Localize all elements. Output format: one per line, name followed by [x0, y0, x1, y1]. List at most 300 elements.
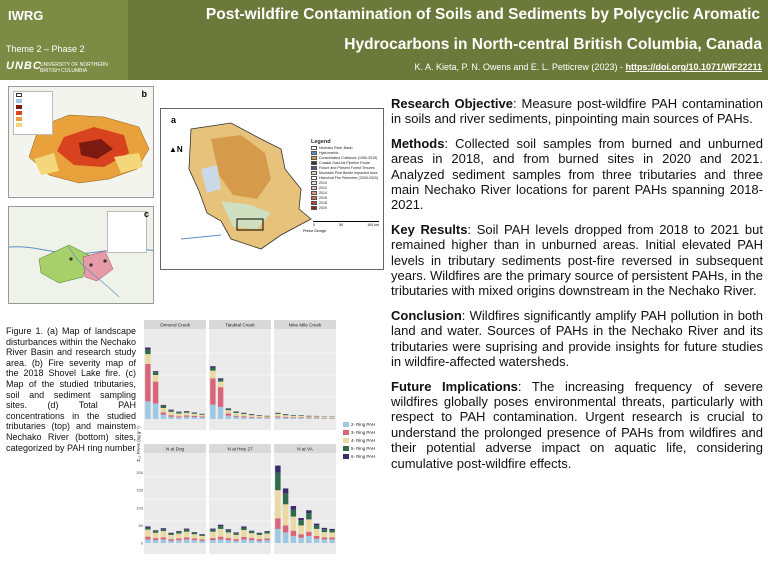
- theme-label: Theme 2 – Phase 2: [6, 44, 85, 54]
- bar-segment: [306, 418, 311, 419]
- bar-segment: [153, 531, 158, 533]
- bar-segment: [192, 416, 197, 417]
- bar-segment: [322, 537, 327, 539]
- bar-segment: [233, 533, 238, 535]
- facet-title: Nine Mile Creek: [289, 323, 322, 328]
- bar-segment: [168, 410, 173, 412]
- bar-segment: [275, 466, 280, 473]
- bar-segment: [184, 530, 189, 532]
- bar-segment: [210, 378, 215, 404]
- bar-segment: [241, 537, 246, 539]
- bar-segment: [241, 416, 246, 417]
- bar-segment: [218, 525, 223, 526]
- bar-segment: [153, 538, 158, 540]
- bar-segment: [192, 540, 197, 543]
- bar-segment: [291, 536, 296, 543]
- section-text: : The increasing frequency of severe wildfires globally poses environmental threats, particularly with respect to PAH contamination. Urgent research is crucial to understand the prolonged presence of PAHs from wildfires and their potential adverse impact on aquatic life, considering cumulative post-wildfire effects.: [391, 379, 763, 471]
- bar-segment: [210, 368, 215, 371]
- header-banner: [0, 0, 768, 80]
- legend-label: Hydrometric: [319, 151, 338, 155]
- map-a-scale: [313, 221, 379, 227]
- bar-segment: [192, 533, 197, 534]
- bar-segment: [210, 371, 215, 379]
- bar-segment: [314, 416, 319, 417]
- bar-segment: [168, 417, 173, 419]
- unbc-logo: UNBC: [6, 60, 42, 72]
- bar-segment: [291, 517, 296, 531]
- bar-segment: [153, 530, 158, 531]
- bar-segment: [329, 417, 334, 418]
- bar-segment: [249, 414, 254, 415]
- bar-segment: [233, 539, 238, 541]
- bar-segment: [275, 473, 280, 491]
- bar-segment: [249, 417, 254, 418]
- bar-segment: [199, 415, 204, 417]
- bar-segment: [298, 416, 303, 417]
- bar-segment: [257, 535, 262, 539]
- bar-segment: [329, 530, 334, 532]
- sampling-sites-map: [8, 206, 154, 304]
- bar-segment: [145, 528, 150, 530]
- bar-segment: [233, 413, 238, 416]
- legend-label: 5- Ring PAH: [351, 446, 375, 451]
- bar-segment: [233, 535, 238, 539]
- bar-segment: [210, 540, 215, 543]
- map-a-legend-item: [311, 206, 383, 211]
- bar-segment: [241, 530, 246, 537]
- bar-segment: [199, 541, 204, 543]
- legend-label: Historical Fire Perimeter (2009-2020): [319, 176, 378, 180]
- summary-section: [391, 308, 763, 370]
- bar-segment: [283, 414, 288, 415]
- legend-label: Consolidated Cutblocks (1950-2019): [319, 156, 377, 160]
- bar-segment: [161, 528, 166, 529]
- bar-segment: [298, 525, 303, 534]
- legend-label: 2018: [319, 201, 327, 205]
- legend-label: Future and Present Forest Tenures: [319, 166, 375, 170]
- bar-segment: [314, 529, 319, 536]
- bar-segment: [257, 539, 262, 541]
- unbc-logo-subtitle: UNIVERSITY OF NORTHERN BRITISH COLUMBIA: [40, 62, 120, 74]
- legend-swatch: [311, 191, 317, 195]
- figure-caption: Figure 1. (a) Map of landscape disturbances within the Nechako River Basin and research study area. (b) Fire severity map of the 2018 Shovel Lake fire. (c) Map of the studied tributaries, soil and sediment sampling sites. (d) Total PAH concentrations in the studied tributaries (top) and mainstem Nechako River (bottom) sites, categorized by PAH ring number: [6, 326, 136, 453]
- bar-segment: [322, 539, 327, 543]
- bar-segment: [241, 539, 246, 543]
- bar-segment: [218, 379, 223, 381]
- bar-segment: [291, 506, 296, 510]
- summary-section: [391, 222, 763, 299]
- bar-segment: [226, 409, 231, 410]
- map-a-legend: [311, 139, 383, 211]
- fire-severity-legend: [13, 91, 53, 135]
- bar-segment: [210, 530, 215, 532]
- bar-segment: [241, 417, 246, 419]
- bar-segment: [233, 541, 238, 543]
- bar-segment: [306, 510, 311, 513]
- org-name: IWRG: [8, 8, 43, 23]
- bar-segment: [168, 415, 173, 417]
- bar-segment: [153, 533, 158, 538]
- bar-segment: [257, 418, 262, 419]
- legend-label: 2012: [319, 186, 327, 190]
- bar-segment: [145, 539, 150, 543]
- y-tick-label: 50: [139, 523, 144, 528]
- bar-segment: [314, 418, 319, 419]
- bar-segment: [322, 528, 327, 529]
- fire-severity-map: [8, 86, 154, 198]
- section-heading: Future Implications: [391, 379, 518, 394]
- legend-swatch: [343, 422, 349, 427]
- bar-segment: [161, 406, 166, 408]
- bar-segment: [184, 413, 189, 416]
- legend-label: 2020: [319, 206, 327, 210]
- bar-segment: [329, 529, 334, 530]
- bar-segment: [145, 530, 150, 537]
- bar-segment: [192, 532, 197, 533]
- bar-segment: [199, 534, 204, 535]
- bar-segment: [275, 518, 280, 529]
- bar-segment: [264, 418, 269, 419]
- bar-segment: [275, 529, 280, 543]
- bar-segment: [199, 416, 204, 417]
- bar-segment: [161, 537, 166, 539]
- legend-swatch: [311, 151, 317, 155]
- bar-segment: [176, 533, 181, 538]
- bar-segment: [176, 531, 181, 532]
- bar-segment: [249, 418, 254, 419]
- bar-segment: [199, 535, 204, 536]
- bar-segment: [226, 532, 231, 538]
- bar-segment: [233, 412, 238, 413]
- authors: K. A. Kieta, P. N. Owens and E. L. Petticrew (2023) -: [415, 62, 626, 72]
- bar-segment: [226, 529, 231, 530]
- bar-segment: [218, 537, 223, 540]
- bar-segment: [306, 418, 311, 419]
- section-text: : Measure post-wildfire PAH contamination in soils and river sediments, pinpointing main sources of PAHs.: [391, 96, 763, 126]
- bar-segment: [233, 417, 238, 419]
- place-label: Prince George: [303, 229, 326, 233]
- doi-link[interactable]: https://doi.org/10.1071/WF22211: [625, 62, 762, 72]
- bar-segment: [176, 412, 181, 413]
- bar-segment: [168, 533, 173, 534]
- scale-0: 0: [313, 223, 315, 227]
- summary-column: [391, 96, 763, 480]
- bar-segment: [161, 412, 166, 414]
- bar-segment: [176, 538, 181, 540]
- bar-segment: [264, 531, 269, 532]
- bar-segment: [226, 414, 231, 416]
- bar-segment: [298, 518, 303, 520]
- bar-segment: [210, 529, 215, 530]
- bar-segment: [153, 382, 158, 404]
- nechako-basin-map: [160, 108, 384, 270]
- bar-segment: [161, 531, 166, 537]
- bar-segment: [283, 417, 288, 418]
- scale-50: 50: [339, 223, 343, 227]
- bar-segment: [168, 533, 173, 534]
- legend-swatch: [311, 176, 317, 180]
- bar-segment: [192, 534, 197, 538]
- legend-label: 2- Ring PAH: [351, 422, 375, 427]
- bar-segment: [192, 417, 197, 419]
- bar-segment: [161, 529, 166, 531]
- bar-segment: [192, 413, 197, 414]
- section-heading: Conclusion: [391, 308, 462, 323]
- bar-segment: [283, 532, 288, 543]
- bar-segment: [249, 538, 254, 540]
- bar-segment: [184, 417, 189, 419]
- pah-chart: [136, 314, 376, 574]
- bar-segment: [314, 525, 319, 529]
- bar-segment: [283, 525, 288, 532]
- bar-segment: [298, 520, 303, 525]
- facet-title: N at Hwy 27: [227, 447, 252, 452]
- bar-segment: [233, 532, 238, 533]
- bar-segment: [275, 490, 280, 518]
- map-label-a: a: [171, 115, 176, 125]
- bar-segment: [257, 417, 262, 418]
- bar-segment: [314, 536, 319, 539]
- legend-swatch: [311, 186, 317, 190]
- bar-segment: [298, 418, 303, 419]
- bar-segment: [314, 539, 319, 543]
- bar-segment: [264, 540, 269, 543]
- bar-segment: [241, 528, 246, 530]
- section-heading: Key Results: [391, 222, 467, 237]
- legend-swatch: [311, 171, 317, 175]
- legend-label: Nechako River Basin: [319, 146, 353, 150]
- bar-segment: [210, 366, 215, 368]
- y-tick-label: 200: [136, 470, 143, 475]
- bar-segment: [176, 412, 181, 413]
- bar-segment: [210, 532, 215, 538]
- bar-segment: [168, 535, 173, 539]
- north-arrow-icon: ▲N: [169, 145, 183, 154]
- bar-segment: [306, 519, 311, 531]
- bar-segment: [298, 538, 303, 543]
- section-text: : Soil PAH levels dropped from 2018 to 2021 but remained higher than in unburned areas. Initial elevated PAH levels in tributary sediments post-fire reversed in subsequent years. Wildfires are the primary source of persistent PAHs, in the tributaries with mixed origins downstream in the Nechako River.: [391, 222, 763, 299]
- bar-segment: [153, 372, 158, 375]
- pah-chart-svg: [136, 314, 376, 574]
- bar-segment: [306, 532, 311, 536]
- bar-segment: [153, 404, 158, 419]
- bar-segment: [192, 414, 197, 416]
- summary-section: [391, 96, 763, 127]
- bar-segment: [218, 382, 223, 388]
- bar-segment: [176, 417, 181, 419]
- legend-swatch: [311, 181, 317, 185]
- bar-segment: [145, 364, 150, 401]
- bar-segment: [291, 510, 296, 517]
- summary-section: [391, 379, 763, 471]
- bar-segment: [218, 387, 223, 407]
- bar-segment: [329, 532, 334, 537]
- section-heading: Methods: [391, 136, 444, 151]
- bar-segment: [161, 405, 166, 406]
- legend-swatch: [311, 156, 317, 160]
- legend-label: Mountain Pine Beetle Impacted Area: [319, 171, 377, 175]
- bar-segment: [291, 417, 296, 418]
- bar-segment: [257, 533, 262, 534]
- bar-segment: [291, 418, 296, 419]
- y-axis-label: Σ₁₅ PAHs (ng g⁻¹): [136, 426, 141, 462]
- bar-segment: [275, 416, 280, 417]
- legend-swatch: [311, 146, 317, 150]
- legend-label: 4- Ring PAH: [351, 438, 375, 443]
- bar-segment: [161, 539, 166, 543]
- legend-swatch: [311, 201, 317, 205]
- bar-segment: [306, 513, 311, 519]
- bar-segment: [233, 416, 238, 417]
- bar-segment: [275, 417, 280, 419]
- poster-title-line-2: Hydrocarbons in North-central British Columbia, Canada: [140, 36, 762, 54]
- bar-segment: [257, 416, 262, 417]
- bar-segment: [283, 418, 288, 419]
- bar-segment: [184, 412, 189, 413]
- bar-segment: [184, 532, 189, 538]
- bar-segment: [145, 526, 150, 527]
- bar-segment: [322, 417, 327, 418]
- bar-segment: [291, 531, 296, 536]
- bar-segment: [322, 418, 327, 419]
- map-label-b: b: [142, 89, 148, 99]
- bar-segment: [199, 539, 204, 540]
- authors-line: [140, 62, 762, 72]
- facet-title: N at Dog: [166, 447, 185, 452]
- bar-segment: [184, 411, 189, 412]
- bar-segment: [226, 530, 231, 532]
- bar-segment: [249, 533, 254, 538]
- scale-100: 100 km: [367, 223, 379, 227]
- bar-segment: [275, 413, 280, 414]
- bar-segment: [298, 534, 303, 538]
- facet-title: Ormond Creek: [160, 323, 191, 328]
- bar-segment: [184, 537, 189, 539]
- legend-label: Coastal GasLink Pipeline Route: [319, 161, 370, 165]
- bar-segment: [199, 414, 204, 415]
- legend-swatch: [311, 196, 317, 200]
- legend-swatch: [311, 206, 317, 210]
- bar-segment: [192, 538, 197, 540]
- poster-title-line-1: Post-wildfire Contamination of Soils and Sediments by Polycyclic Aromatic: [140, 6, 760, 24]
- bar-segment: [329, 539, 334, 543]
- legend-label: 6- Ring PAH: [351, 454, 375, 459]
- legend-swatch: [343, 438, 349, 443]
- bar-segment: [283, 494, 288, 505]
- legend-label: 3- Ring PAH: [351, 430, 375, 435]
- bar-segment: [153, 371, 158, 372]
- bar-segment: [283, 504, 288, 525]
- section-text: : Collected soil samples from burned and unburned areas in 2018, and from burned sites in 2020 and 2021. Analyzed sediment samples from three tributaries and three main Nechako River locations for parent PAHs spanning 2018-2021.: [391, 136, 763, 213]
- bar-segment: [264, 532, 269, 534]
- legend-swatch: [343, 430, 349, 435]
- bar-segment: [168, 539, 173, 541]
- bar-segment: [161, 415, 166, 419]
- facet-title: N at VA: [297, 447, 313, 452]
- bar-segment: [226, 538, 231, 540]
- bar-segment: [184, 415, 189, 416]
- sampling-sites-legend: [107, 211, 147, 253]
- bar-segment: [218, 378, 223, 379]
- section-heading: Research Objective: [391, 96, 513, 111]
- bar-segment: [322, 529, 327, 532]
- bar-segment: [210, 538, 215, 540]
- bar-segment: [241, 413, 246, 414]
- bar-segment: [241, 526, 246, 527]
- bar-segment: [145, 348, 150, 350]
- bar-segment: [264, 416, 269, 417]
- bar-segment: [264, 538, 269, 540]
- bar-segment: [184, 529, 189, 530]
- bar-segment: [241, 414, 246, 416]
- bar-segment: [329, 537, 334, 539]
- bar-segment: [249, 531, 254, 532]
- bar-segment: [199, 417, 204, 419]
- bar-segment: [291, 415, 296, 416]
- bar-segment: [161, 408, 166, 412]
- bar-segment: [218, 539, 223, 543]
- bar-segment: [264, 533, 269, 538]
- y-tick-label: 0: [141, 541, 144, 546]
- legend-swatch: [311, 166, 317, 170]
- bar-segment: [314, 524, 319, 526]
- bar-segment: [168, 410, 173, 411]
- bar-segment: [168, 412, 173, 415]
- bar-segment: [218, 526, 223, 529]
- bar-segment: [306, 536, 311, 543]
- legend-swatch: [343, 454, 349, 459]
- bar-segment: [249, 415, 254, 417]
- legend-label: 2014: [319, 191, 327, 195]
- bar-segment: [291, 416, 296, 417]
- legend-swatch: [343, 446, 349, 451]
- bar-segment: [145, 537, 150, 540]
- bar-segment: [329, 418, 334, 419]
- bar-segment: [257, 541, 262, 543]
- bar-segment: [322, 532, 327, 537]
- legend-label: 2016: [319, 196, 327, 200]
- legend-label: 2010: [319, 181, 327, 185]
- bar-segment: [283, 488, 288, 493]
- bar-segment: [314, 418, 319, 419]
- y-tick-label: 100: [136, 505, 143, 510]
- bar-segment: [226, 540, 231, 543]
- bar-segment: [210, 405, 215, 419]
- bar-segment: [145, 350, 150, 354]
- bar-segment: [218, 407, 223, 419]
- bar-segment: [153, 375, 158, 382]
- summary-section: [391, 136, 763, 213]
- bar-segment: [176, 532, 181, 534]
- bar-segment: [226, 410, 231, 413]
- bar-segment: [145, 401, 150, 419]
- bar-segment: [249, 531, 254, 533]
- bar-segment: [283, 415, 288, 417]
- bar-segment: [176, 416, 181, 417]
- bar-segment: [153, 540, 158, 543]
- bar-segment: [218, 529, 223, 537]
- north-label: N: [177, 145, 183, 154]
- bar-segment: [199, 536, 204, 540]
- bar-segment: [184, 539, 189, 543]
- facet-title: Tatuktal Creek: [225, 323, 255, 328]
- y-tick-label: 150: [136, 488, 143, 493]
- bar-segment: [264, 418, 269, 419]
- bar-segment: [176, 414, 181, 417]
- map-a-legend-items: [311, 146, 383, 211]
- map-label-c: c: [144, 209, 149, 219]
- bar-segment: [168, 541, 173, 543]
